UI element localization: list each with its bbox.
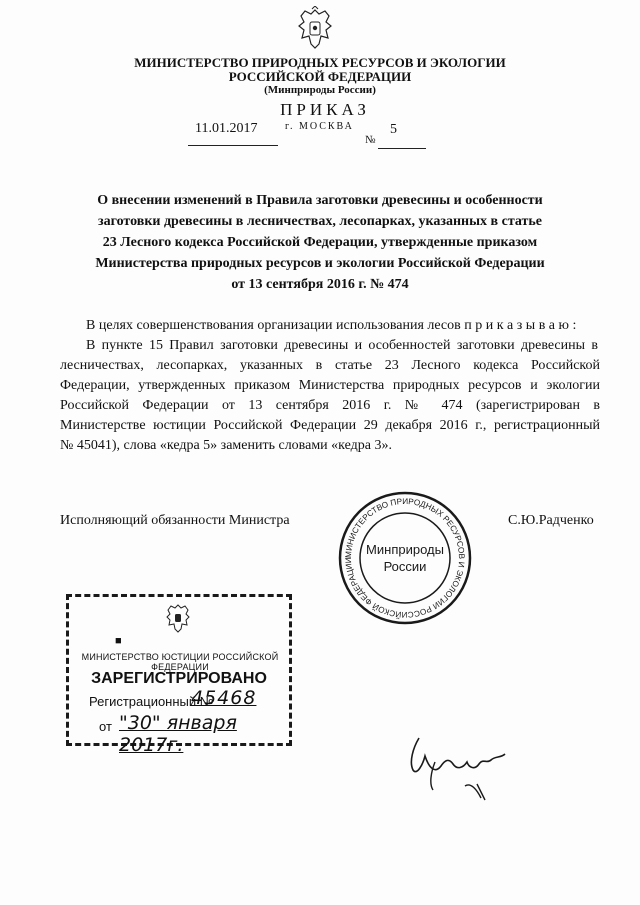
title-line: Министерства природных ресурсов и экологии Российской Федерации [95,256,545,271]
official-seal [337,490,473,626]
seal-center-line2: России [383,559,427,574]
coat-of-arms-icon [295,6,335,50]
ministry-short-name: (Минприроды России) [264,84,376,96]
title-line: от 13 сентября 2016 г. № 474 [231,277,409,292]
ministry-name-line1: МИНИСТЕРСТВО ПРИРОДНЫХ РЕСУРСОВ И ЭКОЛОГИИ [134,55,506,70]
stamp-reg-label: Регистрационный № [89,694,214,709]
stamp-date-label: от [99,719,112,734]
number-sign: № [365,134,376,146]
body-line: В пункте 15 Правил заготовки древесины и особенностей заготовки древесины в [86,338,598,353]
body-line: Российской Федерации от 13 сентября 2016 г. № 474 (зарегистрирован в [60,398,600,413]
body-line: лесничествах, лесопарках, указанных в статье 23 Лесного кодекса Российской [60,358,600,373]
body-line: Министерстве юстиции Российской Федерации 29 декабря 2016 г., регистрационный [60,418,600,433]
stamp-ministry: МИНИСТЕРСТВО ЮСТИЦИИ РОССИЙСКОЙ ФЕДЕРАЦИИ [81,652,279,672]
stamp-reg-number: 45468 [191,687,257,709]
date-underline [188,145,278,146]
stamp-mark: ■ [115,635,122,647]
seal-ring-text: МИНИСТЕРСТВО ПРИРОДНЫХ РЕСУРСОВ И ЭКОЛОГИИ РОССИЙСКОЙ ФЕДЕРАЦИИ [343,496,467,620]
signatory-name: С.Ю.Радченко [508,513,594,528]
seal-center-line1: Минприроды [366,542,444,557]
ministry-name-line2: РОССИЙСКОЙ ФЕДЕРАЦИИ [228,69,412,84]
document-type: ПРИКАЗ [280,100,370,119]
stamp-status: ЗАРЕГИСТРИРОВАНО [91,670,267,687]
title-line: заготовки древесины в лесничествах, лесопарках, указанных в статье [97,214,543,229]
signatory-position: Исполняющий обязанности Министра [60,513,290,528]
body-line: В целях совершенствования организации использования лесов п р и к а з ы в а ю : [86,318,577,333]
handwritten-signature [405,728,515,808]
title-line: 23 Лесного кодекса Российской Федерации, утвержденные приказом [102,235,538,250]
registration-stamp [66,594,292,756]
document-number: 5 [390,122,397,137]
document-city: г. МОСКВА [285,121,354,132]
body-line: № 45041), слова «кедра 5» заменить словами «кедра 3». [60,438,392,453]
document-date: 11.01.2017 [195,121,258,136]
stamp-date-value: "30" января 2017г. [119,712,237,756]
body-line: Федерации, утвержденных приказом Министерства природных ресурсов и экологии [60,378,600,393]
coat-of-arms-icon [165,603,191,633]
title-line: О внесении изменений в Правила заготовки древесины и особенности [97,193,543,208]
number-underline [378,148,426,149]
